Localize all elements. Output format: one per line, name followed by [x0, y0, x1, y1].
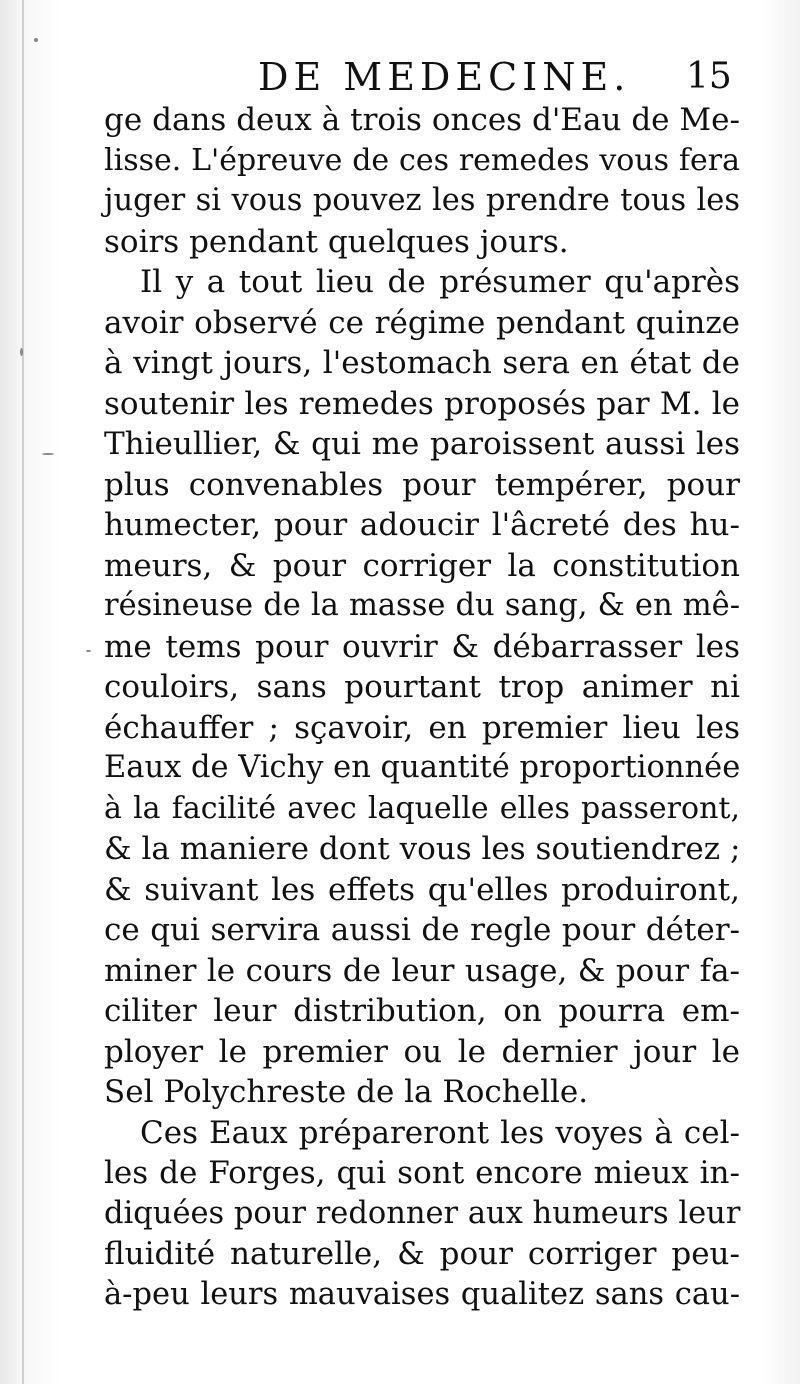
text-line: ciliter leur distribution, on pourra em-	[104, 993, 740, 1029]
text-line: à vingt jours, l'estomach sera en état de	[104, 345, 740, 381]
text-line: humecter, pour adoucir l'âcreté des hu-	[104, 507, 740, 543]
paragraph-start-line: Ces Eaux prépareront les voyes à cel-	[140, 1114, 740, 1151]
text-line: Sel Polychreste de la Rochelle.	[104, 1074, 589, 1110]
page-edge-rule	[22, 0, 24, 1384]
text-line: diquées pour redonner aux humeurs leur	[104, 1195, 741, 1231]
ink-speck	[34, 38, 38, 42]
text-line: avoir observé ce régime pendant quinze	[104, 304, 740, 341]
text-line: fluidité naturelle, & pour corriger peu-	[104, 1236, 740, 1272]
paragraph-start-line: Il y a tout lieu de présumer qu'après	[140, 264, 740, 300]
text-line: soutenir les remedes proposés par M. le	[104, 385, 740, 422]
page-number: 15	[686, 56, 732, 97]
text-line: couloirs, sans pourtant trop animer ni	[104, 669, 740, 705]
ink-speck	[20, 348, 23, 356]
text-line: meurs, & pour corriger la constitution	[104, 547, 740, 584]
text-line: à-peu leurs mauvaises qualitez sans cau-	[104, 1276, 740, 1312]
text-line: résineuse de la masse du sang, & en mê-	[104, 588, 740, 623]
text-line: ployer le premier ou le dernier jour le	[104, 1033, 740, 1070]
text-line: les de Forges, qui sont encore mieux in-	[104, 1155, 740, 1191]
text-line: & la maniere dont vous les soutiendrez ;	[104, 831, 741, 867]
text-line: échauffer ; sçavoir, en premier lieu les	[104, 709, 740, 746]
text-line: & suivant les effets qu'elles produiront,	[104, 871, 740, 908]
text-line: ce qui servira aussi de regle pour déter-	[104, 912, 740, 948]
ink-speck	[42, 453, 54, 455]
text-line: plus convenables pour tempérer, pour	[104, 466, 740, 503]
text-line: à la facilité avec laquelle elles passeront,	[104, 790, 740, 826]
text-line: soirs pendant quelques jours.	[104, 223, 569, 260]
body-text	[104, 100, 740, 1315]
text-line: ge dans deux à trois onces d'Eau de Me-	[104, 102, 740, 138]
running-title: DE MEDECINE.	[258, 55, 631, 99]
text-line: lisse. L'épreuve de ces remedes vous fera	[104, 142, 740, 178]
text-line: Eaux de Vichy en quantité proportionnée	[104, 750, 741, 785]
text-line: miner le cours de leur usage, & pour fa-	[104, 952, 740, 989]
text-line: juger si vous pouvez les prendre tous les	[104, 183, 740, 218]
page-header	[0, 52, 800, 102]
ink-speck	[86, 650, 91, 652]
text-line: me tems pour ouvrir & débarrasser les	[104, 628, 740, 665]
text-line: Thieullier, & qui me paroissent aussi les	[104, 426, 740, 462]
